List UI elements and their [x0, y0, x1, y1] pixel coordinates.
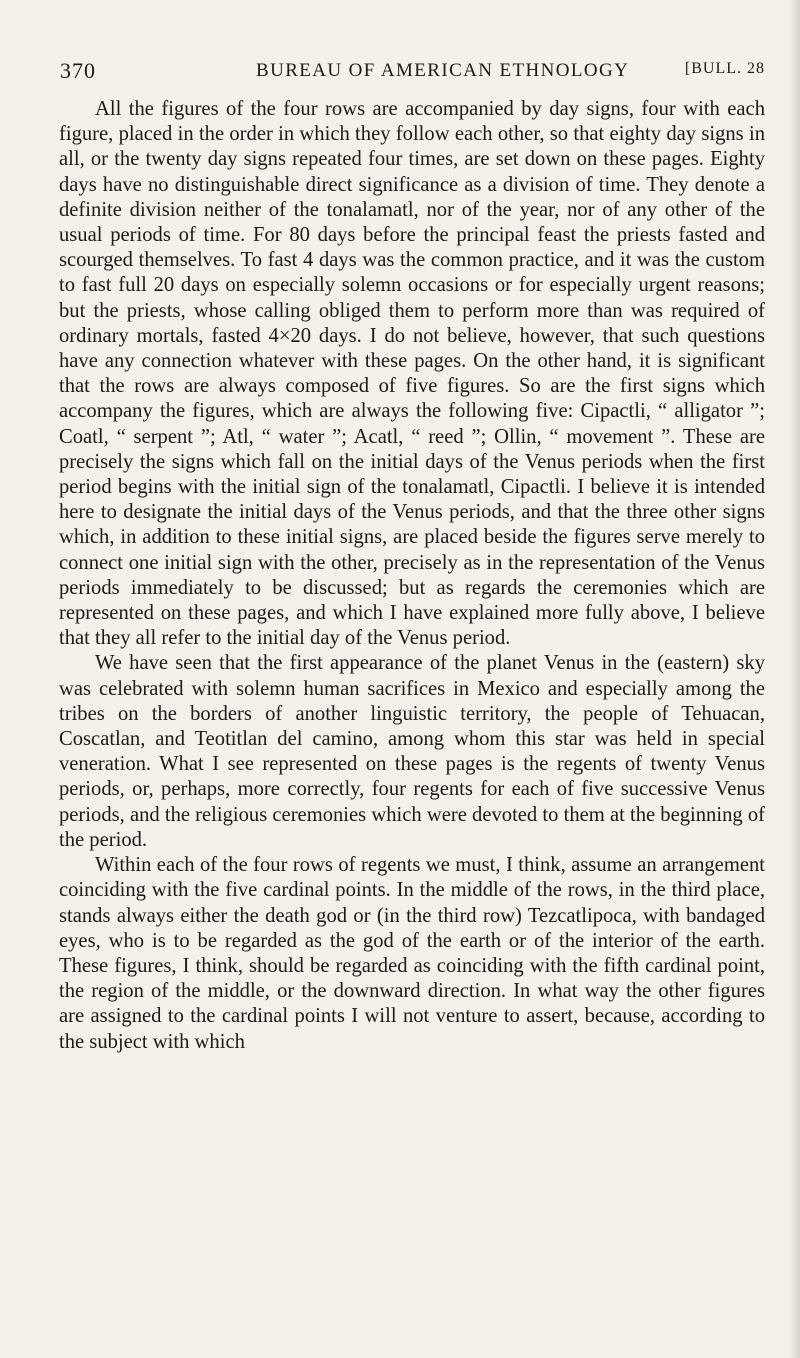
running-head: [60, 58, 765, 88]
running-title: BUREAU OF AMERICAN ETHNOLOGY: [256, 60, 630, 81]
bulletin-reference: [BULL. 28: [684, 60, 765, 77]
page-number: 370: [60, 58, 96, 83]
page-edge-shadow: [788, 0, 800, 1358]
body-text: [59, 97, 765, 1055]
paragraph-2: We have seen that the first appearance of the planet Venus in the (eastern) sky was celebrated with solemn human sacrifices in Mexico and especially among the tribes on the borders of another linguistic territory, the people of Tehuacan, Coscatlan, and Teotitlan del camino, among whom this star was held in special veneration. What I see represented on these pages is the regents of twenty Venus periods, or, perhaps, more correctly, four regents for each of five successive Venus periods, and the religious ceremonies which were devoted to them at the beginning of the period.: [59, 652, 765, 851]
paragraph-3: Within each of the four rows of regents we must, I think, assume an arrangement coinciding with the five cardinal points. In the middle of the rows, in the third place, stands always either the death god or (in the third row) Tezcatlipoca, with bandaged eyes, who is to be regarded as the god of the earth or of the interior of the earth. These figures, I think, should be regarded as coinciding with the fifth cardinal point, the region of the middle, or the downward direction. In what way the other figures are assigned to the cardinal points I will not venture to assert, because, according to the subject with which: [59, 854, 765, 1053]
paragraph-1: All the figures of the four rows are accompanied by day signs, four with each figure, placed in the order in which they follow each other, so that eighty day signs in all, or the twenty day signs repeated four times, are set down on these pages. Eighty days have no distinguishable direct significance as a division of time. They denote a definite division neither of the tonalamatl, nor of the year, nor of any other of the usual periods of time. For 80 days before the principal feast the priests fasted and scourged themselves. To fast 4 days was the common practice, and it was the custom to fast full 20 days on especially solemn occasions or for especially urgent reasons; but the priests, whose calling obliged them to perform more than was required of ordinary mortals, fasted 4×20 days. I do not believe, however, that such questions have any connection whatever with these pages. On the other hand, it is significant that the rows are always composed of five figures. So are the first signs which accompany the figures, which are always the following five: Cipactli, “ alligator ”; Coatl, “ serpent ”; Atl, “ water ”; Acatl, “ reed ”; Ollin, “ movement ”. These are precisely the signs which fall on the initial days of the Venus periods when the first period begins with the initial sign of the tonalamatl, Cipactli. I believe it is intended here to designate the initial days of the Venus periods, and that the three other signs which, in addition to these initial signs, are placed beside the figures serve merely to connect one initial sign with the other, precisely as in the representation of the Venus periods immediately to be discussed; but as regards the ceremonies which are represented on these pages, and which I have explained more fully above, I believe that they all refer to the initial day of the Venus period.: [59, 98, 765, 650]
